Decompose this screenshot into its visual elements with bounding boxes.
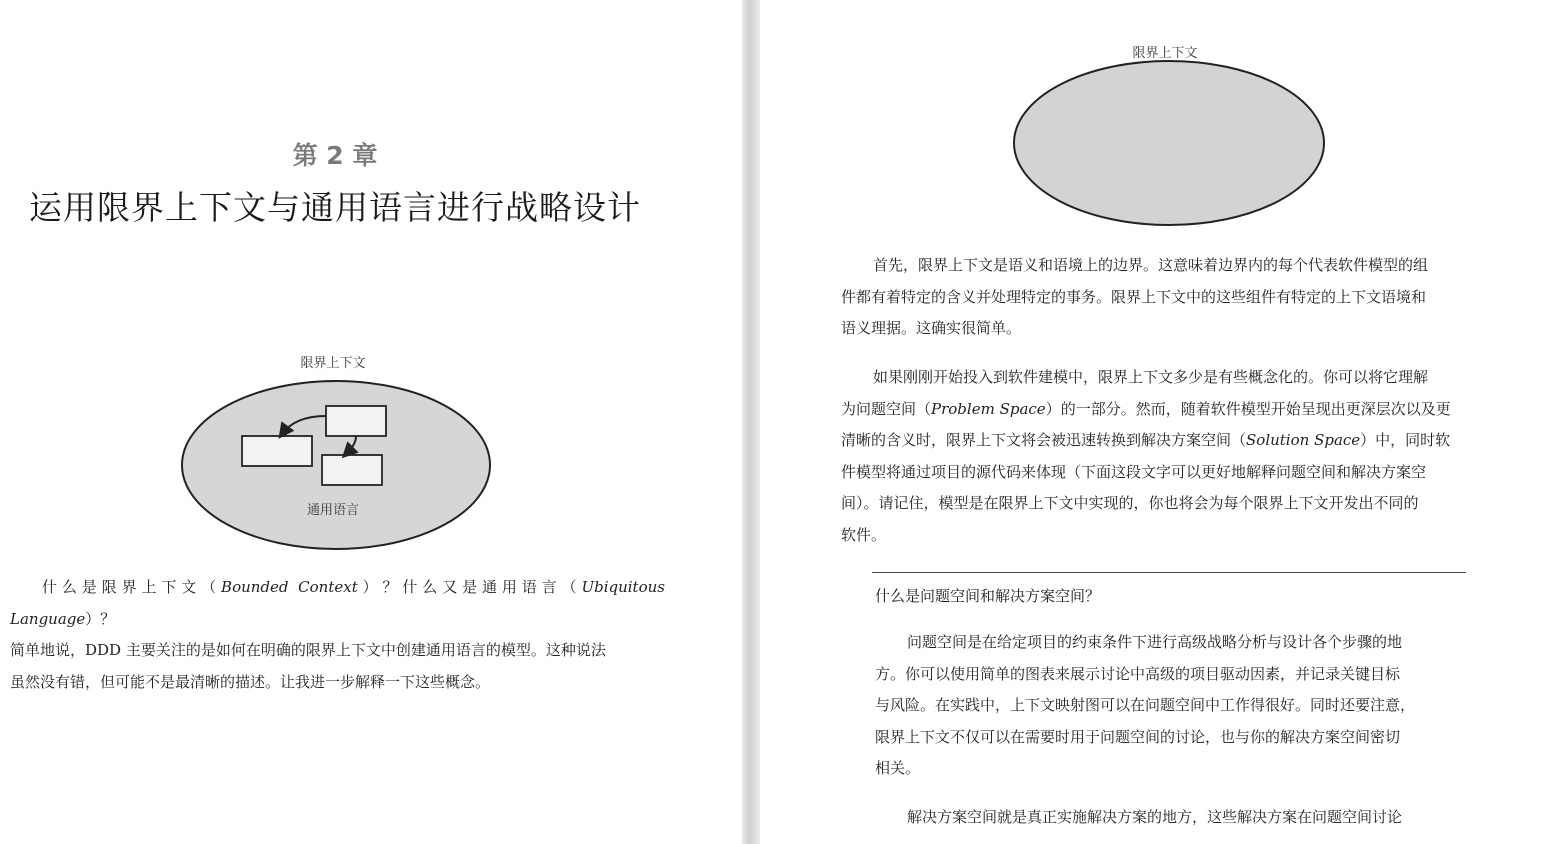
para-problem-line-4: 件模型将通过项目的源代码来体现（下面这段文字可以更好地解释问题空间和解决方案空 (841, 462, 1427, 481)
right-page (760, 0, 1545, 844)
model-box-left (242, 436, 312, 466)
bounded-context-figure-right (1010, 60, 1328, 230)
figure-caption-bounded-context-right: 限界上下文 (1132, 46, 1198, 61)
sidebar-line-3: 与风险。在实践中，上下文映射图可以在问题空间中工作得很好。同时还要注意， (875, 696, 1416, 714)
bounded-context-figure (178, 378, 494, 553)
intro-paragraph (10, 572, 665, 698)
para-boundary-line-2: 件都有着特定的含义并处理特定的事务。限界上下文中的这些组件有特定的上下文语境和 (841, 287, 1427, 306)
figure-caption-ubiquitous-language: 通用语言 (306, 503, 359, 518)
model-box-top (326, 406, 386, 436)
chapter-title: 运用限界上下文与通用语言进行战略设计 (29, 188, 641, 227)
sidebar-para-solution-space (875, 802, 1465, 834)
para-problem-line-5: 间）。请记住，模型是在限界上下文中实现的，你也将会为每个限界上下文开发出不同的 (841, 494, 1419, 512)
intro-line-3: 虽然没有错，但可能不是最清晰的描述。让我进一步解释一下这些概念。 (10, 672, 491, 691)
bounded-context-ellipse-right (1014, 61, 1324, 225)
para-boundary-line-3: 语义理据。这确实很简单。 (841, 319, 1022, 337)
left-page (0, 0, 742, 844)
sidebar-line-5: 相关。 (875, 759, 921, 777)
sidebar-line-2: 方。你可以使用简单的图表来展示讨论中高级的项目驱动因素，并记录关键目标 (875, 664, 1401, 683)
sidebar-line-1: 问题空间是在给定项目的约束条件下进行高级战略分析与设计各个步骤的地 (907, 633, 1403, 651)
intro-line-1: 什么是限界上下文（Bounded Context）？什么又是通用语言（Ubiquitous Language）？ (10, 578, 665, 628)
sidebar-heading: 什么是问题空间和解决方案空间？ (875, 587, 1101, 605)
para-problem-line-2: 为问题空间（Problem Space）的一部分。然而，随着软件模型开始呈现出更深层次以及更 (841, 399, 1451, 418)
sidebar-solution-line-1: 解决方案空间就是真正实施解决方案的地方，这些解决方案在问题空间讨论 (907, 808, 1403, 826)
sidebar-para-problem-space (875, 627, 1465, 785)
intro-line-2: 简单地说，DDD 主要关注的是如何在明确的限界上下文中创建通用语言的模型。这种说法 (10, 641, 606, 659)
para-problem-line-3: 清晰的含义时，限界上下文将会被迅速转换到解决方案空间（Solution Space）中，同时软 (841, 431, 1451, 449)
sidebar-top-rule (872, 572, 1466, 573)
page-gutter (742, 0, 760, 844)
para-boundary-line-1: 首先，限界上下文是语义和语境上的边界。这意味着边界内的每个代表软件模型的组 (873, 256, 1429, 274)
para-problem-space (841, 362, 1497, 551)
model-box-bottom (322, 455, 382, 485)
figure-caption-bounded-context: 限界上下文 (300, 356, 366, 371)
sidebar-line-4: 限界上下文不仅可以在需要时用于问题空间的讨论，也与你的解决方案空间密切 (875, 727, 1401, 746)
para-problem-line-1: 如果刚刚开始投入到软件建模中，限界上下文多少是有些概念化的。你可以将它理解 (873, 368, 1429, 386)
para-boundary (841, 250, 1497, 345)
para-problem-line-6: 软件。 (841, 525, 887, 544)
chapter-number: 第 2 章 (292, 141, 378, 170)
